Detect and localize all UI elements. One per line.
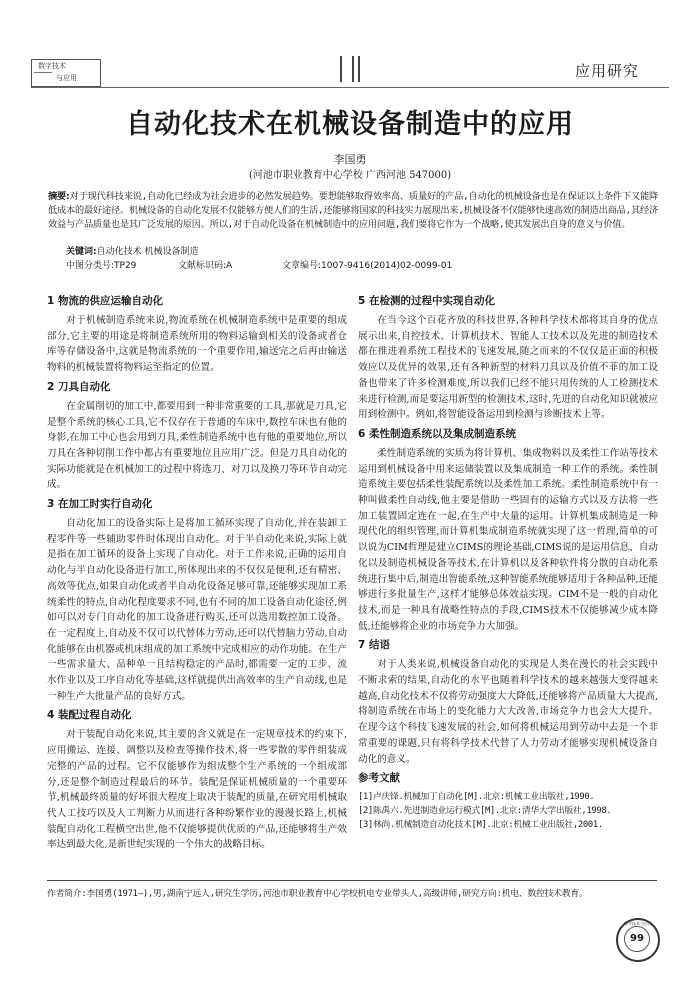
section-body: 对于人类来说,机械设备自动化的实现是人类在漫长的社会实践中不断求索的结果,自动化的水平也随着科学技术的越来越强大变得越来越高,自动化技术不仅将劳动强度大大降低,还能够将产品质量大大提高,将制造系统在市场上的变化能力大大改善,市场竞争力也会大大提升。在现今这个科技飞速发展的社会,如何将机械运用到劳动中去是一个非常重要的课题,只有将科学技术代替了人力劳动才能够实现机械设备自动化的意义。: [358, 659, 658, 765]
author-bio-footnote: 作者简介:李国勇(1971—),男,湖南宁远人,研究生学历,河池市职业教育中心学校机电专业带头人,高级讲师,研究方向:机电、数控技术教育。: [47, 889, 588, 899]
logo-line2: 与应用: [56, 74, 77, 82]
section-heading: 6 柔性制造系统以及集成制造系统: [358, 427, 516, 440]
footnote-rule: [47, 880, 657, 881]
header-decoration: [300, 56, 380, 82]
logo-divider: [34, 72, 52, 73]
section-body: 对于装配自动化来说,其主要的含义就是在一定规章技术的约束下,应用搬运、连接、调整以及检查等操作技术,将一些零散的零件组装成完整的产品的过程。它不仅能够作为组成整个生产系统的一个组成部分,还是整个制造过程最后的环节。装配是保证机械质量的一个重要环节,机械最终质量的好坏很大程度上取决于装配的质量,在研究用机械取代人工技巧以及人工判断力从而进行各种纷繁作业的漫漫长路上,机械装配自动化工程横空出世,他不仅能够提供优质的产品,还能够将生产效率达到最大化,是新世纪实现的一个伟大的战略目标。: [47, 729, 347, 851]
article-title: 自动化技术在机械设备制造中的应用: [126, 109, 574, 140]
reference-item: [2]陈禹六.先进制造业运行模式[M].北京:清华大学出版社,1998.: [358, 806, 612, 817]
header-rule: [31, 87, 669, 88]
right-column: [358, 290, 658, 832]
section-body: 在当今这个百花齐放的科技世界,各种科学技术都将其自身的优点展示出来,自控技术、计算机技术、智能人工技术以及先进的制造技术都在推进着系统工程技术的飞速发展,随之而来的不仅仅是正面的积极效应以及优异的效果,还有各种新型的材料刀具以及价值不菲的加工设备也带来了许多检测难度,所以我们已经不能只用传统的人工检测技术来进行检测,而是要运用新型的检测技术,这时,先进的自动化知识就被应用到检测中。例如,将智能设备运用到检测与诊断技术上等。: [358, 315, 658, 421]
keywords: [66, 244, 198, 257]
abstract-text: 对于现代科技来说,自动化已经成为社会进步的必然发展趋势。要想能够取得效率高、质量好的产品,自动化的机械设备也是在保证以上条件下又能降低成本的最好途径。机械设备的自动化发展不仅能够方便人们的生活,还能够将国家的科技实力展现出来,机械设备不仅能够快速高效的制造出商品,其经济效益与产品质量也是其广泛发展的原因。所以,对于自动化设备在机械制造中的应用问题,我们要将它作为一个战略,使其发展出自身的意义与价值。: [48, 191, 658, 230]
author-affiliation: (河池市职业教育中心学校 广西河池 547000): [248, 170, 452, 181]
left-column: [47, 290, 347, 853]
section-body: 在金属削切的加工中,都要用到一种非常重要的工具,那就是刀具,它是整个系统的核心工具,它不仅存在于普通的车床中,数控车床也有他的身影,在加工中心也会用到刀具,柔性制造系统中也有他的重要地位,所以刀具在各种切削工作中都占有重要地位且应用广泛。但是刀具自动化的实际功能就是在机械加工的过程中将选刀、对刀以及换刀等环节自动完成。: [47, 400, 347, 491]
abstract: [48, 190, 658, 232]
logo-line1: 数字技术: [38, 62, 66, 70]
section-heading: 4 装配过程自动化: [47, 709, 132, 722]
section-heading: 5 在检测的过程中实现自动化: [358, 295, 495, 307]
section-label: 应用研究: [575, 62, 640, 80]
section-heading: 3 在加工时实行自动化: [47, 498, 153, 511]
reference-item: [3]林尚.机械制造自动化技术[M].北京:机械工业出版社,2001.: [358, 820, 603, 831]
section-heading: 7 结语: [358, 639, 390, 652]
author-name: 李国勇: [333, 153, 367, 166]
section-heading: 2 刀具自动化: [47, 380, 111, 393]
clc-number: 中图分类号:TP29: [66, 261, 137, 271]
section-heading: 1 物流的供应运输自动化: [47, 295, 163, 307]
section-body: 自动化加工的设备实际上是将加工循环实现了自动化,并在装卸工程零件等一些辅助零件时体现出自动化。对于半自动化来说,实际上就是指在加工循环的设备上实现了自动化。对于工作来说,正确的运用自动化与半自动化设备进行加工,所体现出来的不仅仅是便利,还有精密、高效等优点,如果自动化或者半自动化设备足够可靠,还能够实现加工系统柔性的特点,自动化程度要求不同,也有不同的加工设备自动化途径,例如可以对专门自动化的加工设备进行购买,还可以选用数控加工设备。在一定程度上,自动及不仅可以代替体力劳动,还可以代替脑力劳动,自动化能够在由机器或机床组成的加工系统中完成相应的动作功能。在生产一些需求量大、品种单一且结构稳定的产品时,都需要一定的工步、流水作业以及工序自动化等基础,这样就提供出高效率的生产自动线,也是一种生产大批量产品的良好方式。: [47, 518, 347, 702]
references-heading: 参考文献: [358, 772, 400, 785]
reference-item: [1]卢庆锋.机械加丁自动化[M].北京:机械工业出版社,1990.: [358, 792, 595, 803]
keywords-label: 关键词:: [66, 247, 97, 257]
journal-logo: [31, 59, 101, 87]
badge-journal-name: 数字技术与应用: [624, 921, 652, 926]
page-number: 99: [624, 926, 650, 952]
keywords-text: 自动化技术 机械设备制造: [96, 247, 199, 257]
references-list: [358, 790, 658, 832]
article-number: 文章编号:1007-9416(2014)02-0099-01: [282, 261, 453, 271]
page-number-badge: [616, 918, 660, 962]
section-body: 对于机械制造系统来说,物流系统在机械制造系统中是重要的组成部分,它主要的用途是将制造系统所用的物料运输到相关的设备或者仓库等存储设备中,这就是物流系统的一个重要作用,输送完之后再由输送物料的机械装置将物料运至指定的位置。: [47, 315, 347, 374]
document-code: 文献标识码:A: [178, 261, 233, 271]
abstract-label: 摘要:: [48, 191, 70, 202]
section-body: 柔性制造系统的实质为将计算机、集成物料以及柔性工作站等技术运用到机械设备中用来运储装置以及集成制造一种工作的系统。柔性制造系统主要包括柔性装配系统以及柔性加工系统。柔性制造系统中有一种叫做柔性自动线,他主要是借助一些固有的运输方式以及方法将一些加工装置固定连在一起,在生产中大量的运用。计算机集成制造是一种现代化的组织管理,而计算机集成制造系统就实现了这一哲理,简单的可以说为CIM哲理是建立CIMS的理论基础,CIMS说的是运用信息、自动化以及制造机械设备等技术,在计算机以及各种软件将分散的自动化系统进行集中后,制造出智能系统,这种智能系统能够适用于各种品种,还能够进行多批量生产,这样才能够总体效益实现。CIM不是一般的自动化技术,而是一种具有战略性特点的手段,CIMS技术不仅能够减少成本降低,还能够将企业的市场竞争力大加强。: [358, 447, 658, 632]
